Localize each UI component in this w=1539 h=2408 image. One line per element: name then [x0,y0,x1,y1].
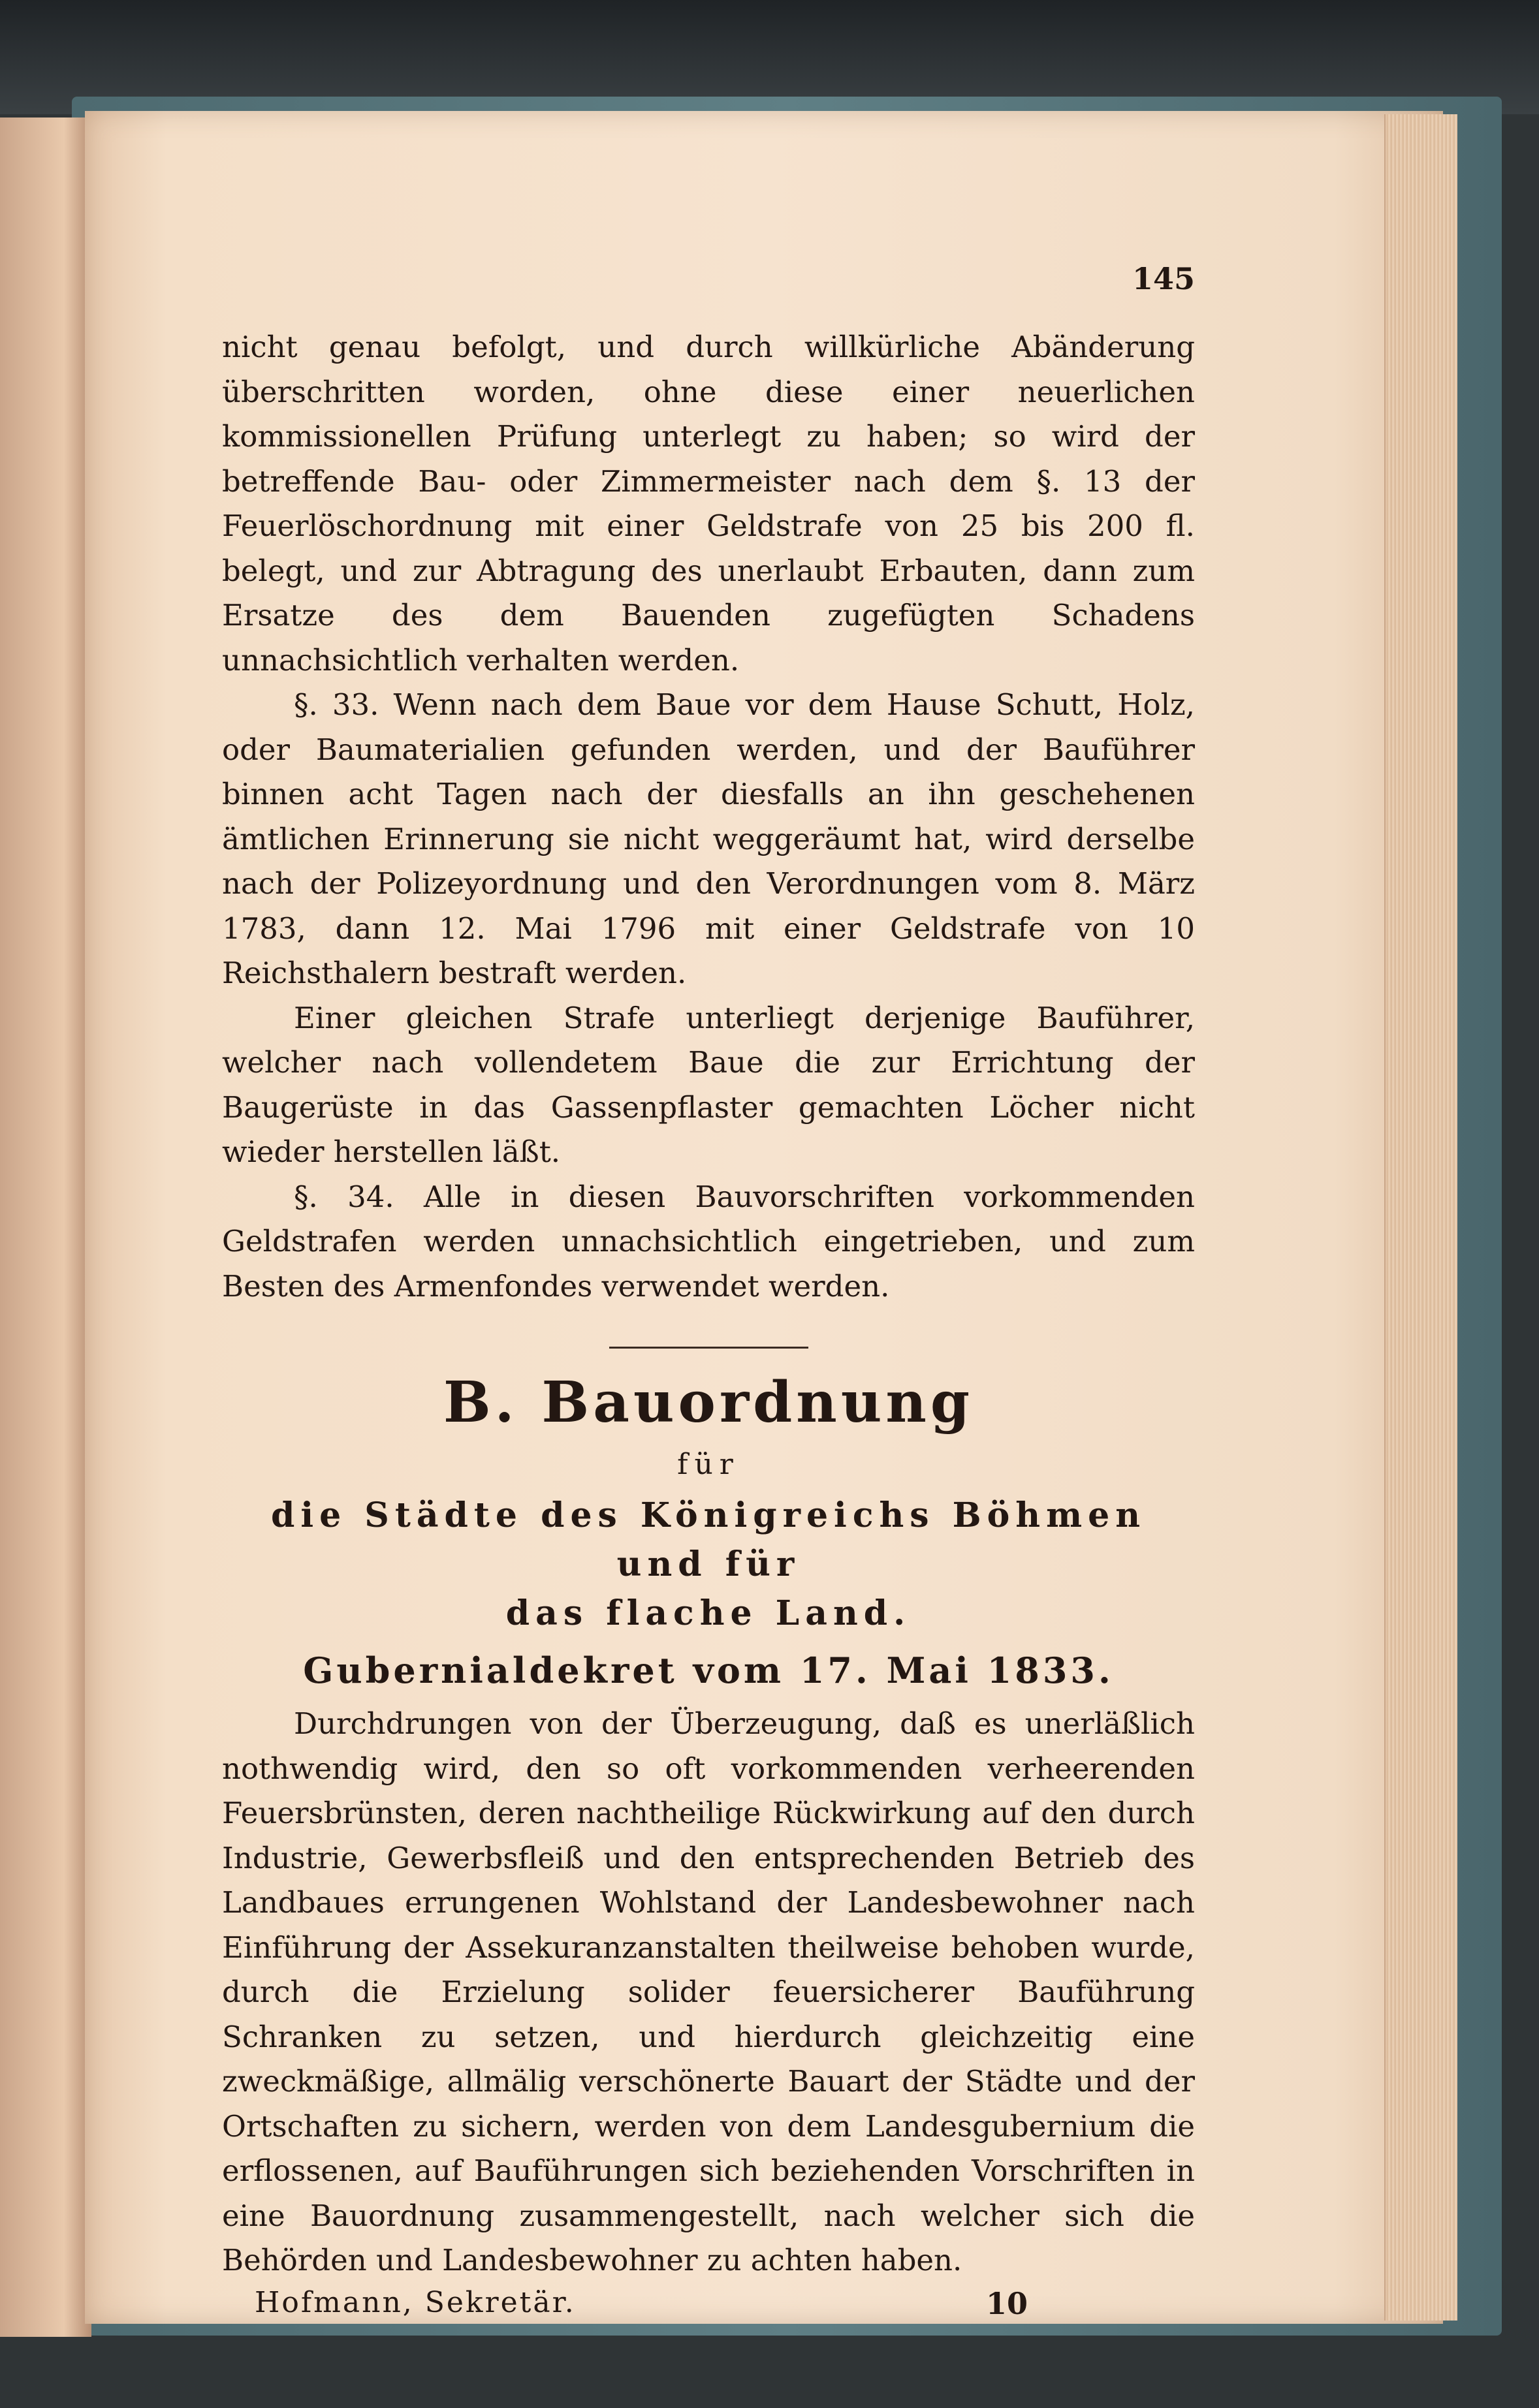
section-divider [609,1347,808,1349]
page-footer [222,2286,1195,2332]
section-subtitle-line-2: das flache Land. [505,1593,912,1633]
section-subtitle-line-1: die Städte des Königreichs Böhmen und für [270,1495,1147,1584]
paragraph-section-33: §. 33. Wenn nach dem Baue vor dem Hause Schutt, Holz, oder Baumaterialien gefunden werden, und der Bauführer binnen acht Tagen nach der diesfalls an ihn geschehenen ämtlichen Erinnerung sie nicht weggeräumt hat, wird derselbe nach der Polizeyordnung und den Verordnungen vom 8. März 1783, dann 12. Mai 1796 mit einer Geldstrafe von 10 Reichsthalern bestraft werden. [222,687,1195,990]
sheet-mark: 10 [986,2285,1028,2321]
paragraph-penalty: Einer gleichen Strafe unterliegt derjenige Bauführer, welcher nach vollendetem Baue die zur Errichtung der Baugerüste in das Gassenpflaster gemachten Löcher nicht wieder herstellen läßt. [222,1000,1195,1169]
paragraph-continuation: nicht genau befolgt, und durch willkürliche Abänderung überschritten worden, ohne diese einer neuerlichen kommissionellen Prüfung unterlegt zu haben; so wird der betreffende Bau- oder Zimmermeister nach dem §. 13 der Feuerlöschordnung mit einer Geldstrafe von 25 bis 200 fl. belegt, und zur Abtragung des unerlaubt Erbauten, dann zum Ersatze des dem Bauenden zugefügten Schadens unnachsichtlich verhalten werden. [222,330,1195,678]
section-heading: B. Bauordnung [443,1369,974,1435]
decree-title: Gubernialdekret vom 17. Mai 1833. [303,1650,1114,1691]
paragraph-preamble: Durchdrungen von der Überzeugung, daß es unerläßlich nothwendig wird, den so oft vorkommenden verheerenden Feuersbrünsten, deren nachtheilige Rückwirkung auf den durch Industrie, Gewerbsfleiß und den entsprechenden Betrieb des Landbaues errungenen Wohlstand der Landesbewohner nach Einführung der Assekuranzanstalten theilweise behoben wurde, durch die Erzielung solider feuersicherer Bauführung Schranken zu setzen, und hierdurch gleichzeitig eine zweckmäßige, allmälig verschönerte Bauart der Städte und der Ortschaften zu sichern, werden von dem Landesgubernium die erflossenen, auf Bauführungen sich beziehenden Vorschriften in eine Bauordnung zusammengestellt, nach welcher sich die Behörden und Landesbewohner zu achten haben. [222,1706,1195,2277]
paragraph-section-34: §. 34. Alle in diesen Bauvorschriften vorkommenden Geldstrafen werden unnachsichtlich eingetrieben, und zum Besten des Armenfondes verwendet werden. [222,1179,1195,1304]
page-stack-edges [1384,114,1457,2321]
section-connector: für [677,1448,740,1481]
page-content [222,261,1195,2332]
left-page-edge [0,117,91,2337]
page-number: 145 [1132,261,1195,296]
printer-signature: Hofmann, Sekretär. [255,2285,576,2319]
